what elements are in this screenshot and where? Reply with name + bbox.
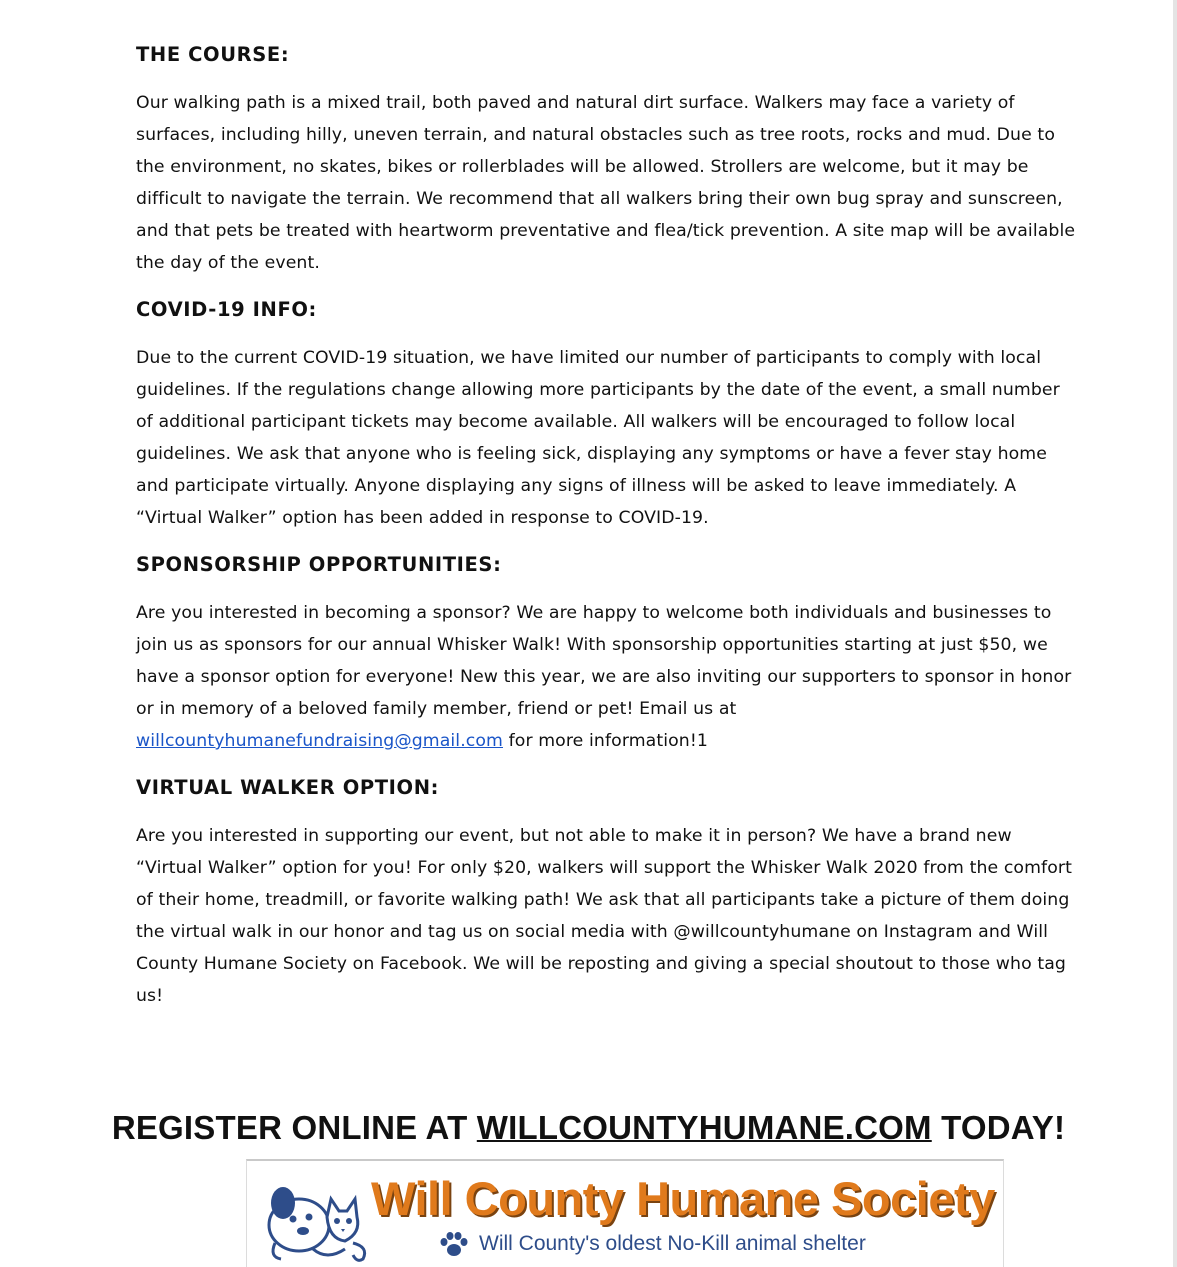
section-sponsorship [136, 550, 1081, 757]
paragraph-text: Are you interested in becoming a sponsor? We are happy to welcome both individuals and businesses to join us as sponsors for our annual Whisker Walk! With sponsorship opportunities starting at just $50, we have a sponsor option for everyone! New this year, we are also inviting our supporters to sponsor in honor or in memory of a beloved family member, friend or pet! Email us at [136, 603, 1072, 719]
section-paragraph: Due to the current COVID-19 situation, we have limited our number of participants to comply with local guidelines. If the regulations change allowing more participants by the date of the event, a small number of additional participant tickets may become available. All walkers will be encouraged to follow local guidelines. We ask that anyone who is feeling sick, displaying any symptoms or have a fever stay home and participate virtually. Anyone displaying any signs of illness will be asked to leave immediately. A “Virtual Walker” option has been added in response to COVID-19. [136, 348, 1060, 528]
section-virtual-walker [136, 773, 1081, 1012]
humane-society-logo [246, 1159, 1004, 1267]
page-edge [1173, 0, 1177, 1267]
organization-tagline: Will County's oldest No-Kill animal shelter [479, 1232, 866, 1255]
paw-print-icon [437, 1231, 471, 1259]
email-link[interactable]: willcountyhumanefundraising@gmail.com [136, 731, 503, 751]
section-paragraph [136, 597, 1081, 757]
website-link[interactable]: WILLCOUNTYHUMANE.COM [476, 1109, 932, 1146]
section-heading: THE COURSE: [136, 43, 290, 66]
register-prefix: REGISTER ONLINE AT [111, 1109, 477, 1146]
register-banner [0, 1106, 1177, 1150]
section-heading: COVID-19 INFO: [136, 298, 317, 321]
section-heading: VIRTUAL WALKER OPTION: [136, 776, 440, 799]
dog-and-cat-icon [253, 1169, 373, 1265]
section-paragraph: Are you interested in supporting our event, but not able to make it in person? We have a brand new “Virtual Walker” option for you! For only $20, walkers will support the Whisker Walk 2020 from the comfort of their home, treadmill, or favorite walking path! We ask that all participants take a picture of them doing the virtual walk in our honor and tag us on social media with @willcountyhumane on Instagram and Will County Humane Society on Facebook. We will be reposting and giving a special shoutout to those who tag us! [136, 826, 1072, 1006]
section-the-course [136, 40, 1081, 279]
register-suffix: TODAY! [931, 1109, 1066, 1146]
section-covid-info [136, 295, 1081, 534]
organization-name: Will County Humane Society [371, 1172, 995, 1225]
paragraph-text: for more information!1 [503, 731, 708, 751]
document-body [136, 40, 1081, 1028]
section-heading: SPONSORSHIP OPPORTUNITIES: [136, 553, 502, 576]
section-paragraph: Our walking path is a mixed trail, both paved and natural dirt surface. Walkers may face a variety of surfaces, including hilly, uneven terrain, and natural obstacles such as tree roots, rocks and mud. Due to the environment, no skates, bikes or rollerblades will be allowed. Strollers are welcome, but it may be difficult to navigate the terrain. We recommend that all walkers bring their own bug spray and sunscreen, and that pets be treated with heartworm preventative and flea/tick prevention. A site map will be available the day of the event. [136, 93, 1076, 273]
